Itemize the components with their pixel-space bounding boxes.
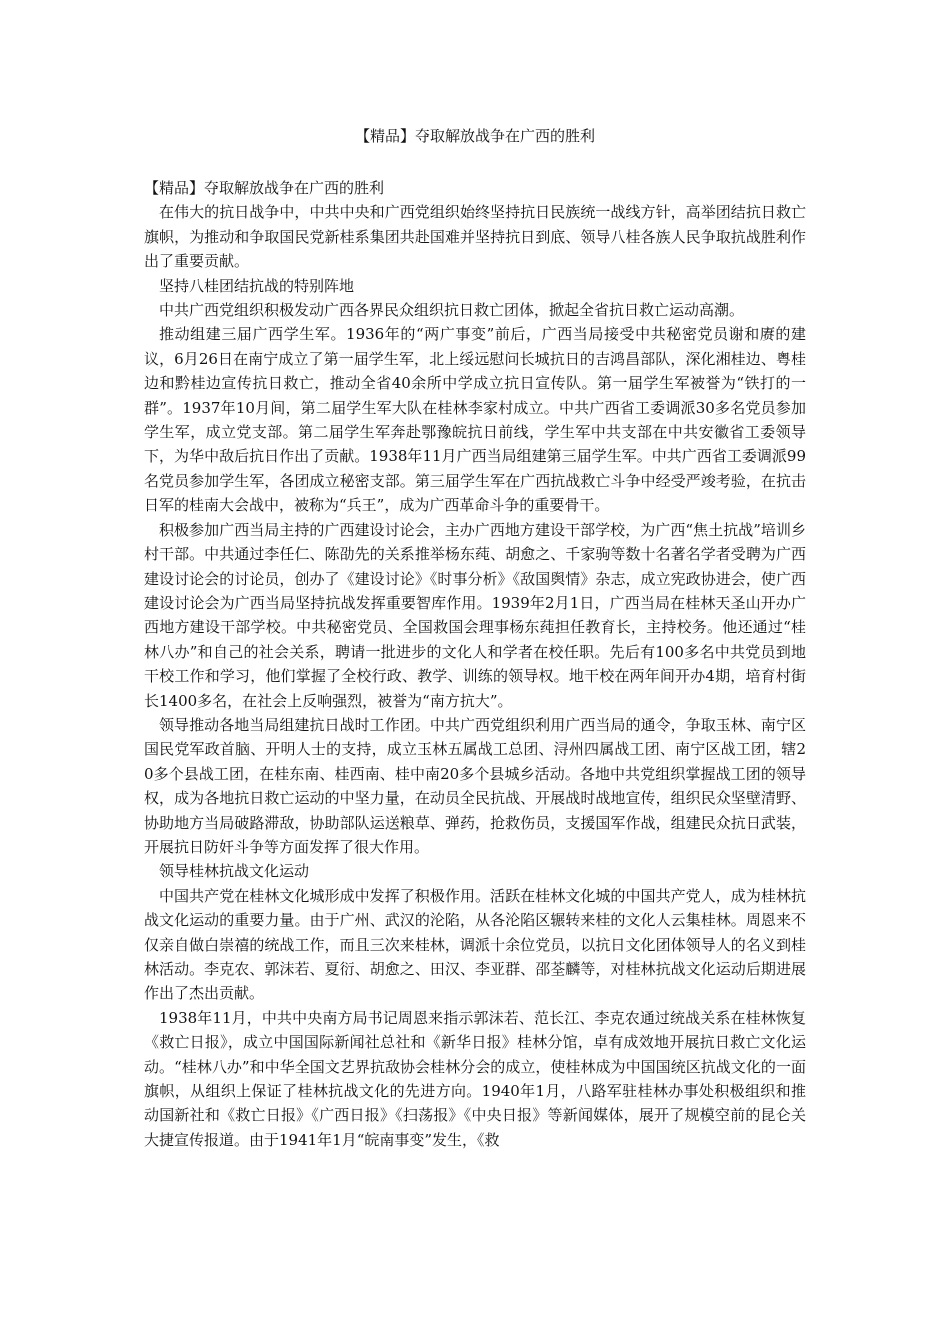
section-heading-guilin-culture: 领导桂林抗战文化运动 [159, 862, 310, 881]
paragraph-mobilization: 中共广西党组织积极发动广西各界民众组织抗日救亡团体，掀起全省抗日救亡运动高潮。 [159, 301, 745, 320]
document-body [144, 176, 806, 1152]
document-page [144, 0, 806, 1344]
paragraph-culture-city: 中国共产党在桂林文化城形成中发挥了积极作用。活跃在桂林文化城的中国共产党人，成为桂林抗战文化运动的重要力量。由于广州、武汉的沦陷，从各沦陷区辗转来桂的文化人云集桂林。周恩来不仅亲自做白崇禧的统战工作，而且三次来桂林，调派十余位党员，以抗日文化团体领导人的名义到桂林活动。李克农、郭沫若、夏衍、胡愈之、田汉、李亚群、邵荃麟等，对桂林抗战文化运动后期进展作出了杰出贡献。 [144, 886, 806, 1003]
document-title: 【精品】夺取解放战争在广西的胜利 [354, 127, 595, 145]
paragraph-intro: 在伟大的抗日战争中，中共中央和广西党组织始终坚持抗日民族统一战线方针，高举团结抗日救亡旗帜，为推动和争取国民党新桂系集团共赴国难并坚持抗日到底、领导八桂各族人民争取抗战胜利作出了重要贡献。 [144, 203, 806, 271]
paragraph-student-army: 推动组建三届广西学生军。1936年的“两广事变”前后，广西当局接受中共秘密党员谢和赓的建议，6月26日在南宁成立了第一届学生军，北上绥远慰问长城抗日的吉鸿昌部队，深化湘桂边、粤桂边和黔桂边宣传抗日救亡，推动全省40余所中学成立抗日宣传队。第一届学生军被誉为“铁打的一群”。1937年10月间，第二届学生军大队在桂林李家村成立。中共广西省工委调派30多名党员参加学生军，成立党支部。第二届学生军奔赴鄂豫皖抗日前线，学生军中共支部在中共安徽省工委领导下，为华中敌后抗日作出了贡献。1938年11月广西当局组建第三届学生军。中共广西省工委调派99名党员参加学生军，各团成立秘密支部。第三届学生军在广西抗战救亡斗争中经受严竣考验，在抗击日军的桂南大会战中，被称为“兵王”，成为广西革命斗争的重要骨干。 [144, 325, 806, 515]
section-heading-united-front: 坚持八桂团结抗战的特别阵地 [159, 276, 355, 295]
body-heading-line: 【精品】夺取解放战争在广西的胜利 [144, 179, 385, 197]
paragraph-1938-press: 1938年11月，中共中央南方局书记周恩来指示郭沫若、范长江、李克农通过统战关系在桂林恢复《救亡日报》，成立中国国际新闻社总社和《新华日报》桂林分馆，卓有成效地开展抗日救亡文化运动。“桂林八办”和中华全国文艺界抗敌协会桂林分会的成立，使桂林成为中国国统区抗战文化的一面旗帜，从组织上保证了桂林抗战文化的先进方向。1940年1月，八路军驻桂林办事处积极组织和推动国新社和《救亡日报》《广西日报》《扫荡报》《中央日报》等新闻媒体，展开了规模空前的昆仑关大捷宣传报道。由于1941年1月“皖南事变”发生，《救 [144, 1008, 806, 1149]
paragraph-construction-forum: 积极参加广西当局主持的广西建设讨论会，主办广西地方建设干部学校，为广西“焦土抗战”培训乡村干部。中共通过李任仁、陈劭先的关系推举杨东莼、胡愈之、千家驹等数十名著名学者受聘为广西建设讨论会的讨论员，创办了《建设讨论》《时事分析》《敌国舆情》杂志，成立宪政协进会，使广西建设讨论会为广西当局坚持抗战发挥重要智库作用。1939年2月1日，广西当局在桂林天圣山开办广西地方建设干部学校。中共秘密党员、全国救国会理事杨东莼担任教育长，主持校务。他还通过“桂林八办”和自己的社会关系，聘请一批进步的文化人和学者在校任职。先后有100多名中共党员到地干校工作和学习，他们掌握了全校行政、教学、训练的领导权。地干校在两年间开办4期，培育村街长1400多名，在社会上反响强烈，被誉为“南方抗大”。 [144, 520, 806, 710]
paragraph-war-work-teams: 领导推动各地当局组建抗日战时工作团。中共广西党组织利用广西当局的通令，争取玉林、南宁区国民党军政首脑、开明人士的支持，成立玉林五属战工总团、浔州四属战工团、南宁区战工团，辖20多个县战工团，在桂东南、桂西南、桂中南20多个县城乡活动。各地中共党组织掌握战工团的领导权，成为各地抗日救亡运动的中坚力量，在动员全民抗战、开展战时战地宣传，组织民众坚壁清野、协助地方当局破路滞敌，协助部队运送粮草、弹药，抢救伤员，支援国军作战，组建民众抗日武装，开展抗日防奸斗争等方面发挥了很大作用。 [144, 715, 806, 856]
